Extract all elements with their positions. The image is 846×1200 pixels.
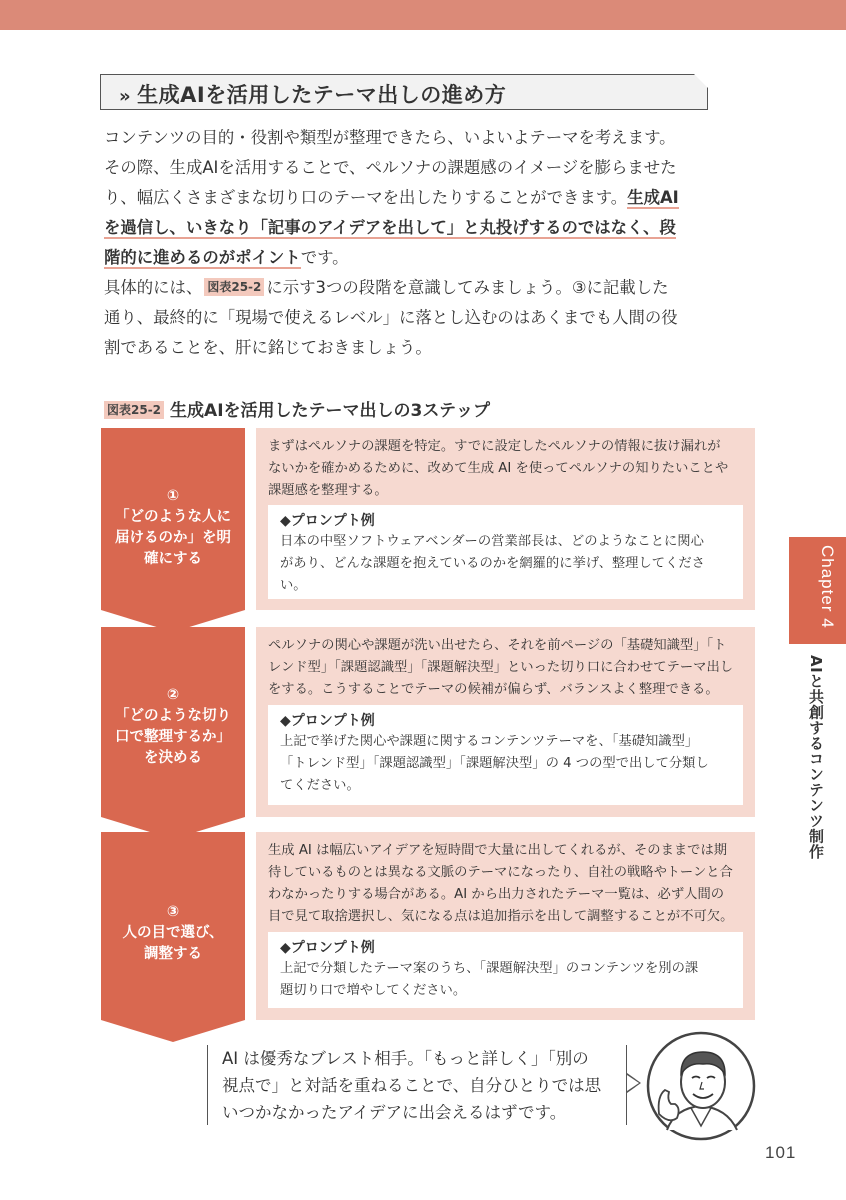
step-3	[101, 832, 755, 1020]
prompt-line: 題切り口で増やしてください。	[280, 983, 467, 998]
author-avatar	[645, 1030, 757, 1142]
step-label-line: を決める	[144, 750, 202, 766]
prompt-title: ◆プロンプト例	[280, 713, 375, 729]
page-number: 101	[765, 1143, 797, 1162]
step-panel	[256, 627, 755, 817]
intro-highlight: 階的に進めるのがポイント	[104, 248, 301, 267]
comment-line: AI は優秀なブレスト相手。「もっと詳しく」「別の	[222, 1049, 589, 1068]
step-2	[101, 627, 755, 817]
step-desc-line: わなかったりする場合がある。AI から出力されたテーマ一覧は、必ず人間の	[268, 887, 725, 902]
figure-ref-tag: 図表25-2	[204, 278, 264, 296]
step-desc-line: ペルソナの関心や課題が洗い出せたら、それを前ページの「基礎知識型」「ト	[268, 638, 727, 653]
step-desc-line: 目で見て取捨選択し、気になる点は追加指示を出して調整することが不可欠。	[268, 909, 734, 924]
section-heading	[119, 79, 506, 109]
step-label-line: 人の目で選び、	[122, 925, 224, 941]
step-number: ②	[166, 687, 180, 703]
step-desc-line: をする。こうすることでテーマの候補が偏らず、バランスよく整理できる。	[268, 682, 719, 697]
intro-line: 割であることを、肝に銘じておきましょう。	[104, 338, 432, 357]
step-label-line: 届けるのか」を明	[115, 530, 231, 546]
step-desc-line: まずはペルソナの課題を特定。すでに設定したペルソナの情報に抜け漏れが	[268, 439, 721, 454]
step-label-line: 「どのような人に	[115, 509, 231, 525]
heading-corner-fold	[694, 74, 708, 88]
prompt-title: ◆プロンプト例	[280, 513, 375, 529]
step-panel	[256, 832, 755, 1020]
prompt-line: 日本の中堅ソフトウェアベンダーの営業部長は、どのようなことに関心	[280, 534, 704, 549]
intro-text: 具体的には、	[104, 278, 203, 297]
prompt-box	[268, 932, 743, 1008]
step-label-line: 確にする	[144, 551, 202, 567]
prompt-line: てください。	[280, 778, 360, 793]
intro-text: に示す3つの段階を意識してみましょう。③に記載した	[266, 278, 669, 297]
step-number: ③	[166, 904, 180, 920]
step-description	[268, 840, 746, 928]
prompt-box	[268, 505, 743, 599]
prompt-line: 「トレンド型」「課題認識型」「課題解決型」の 4 つの型で出して分類し	[280, 756, 709, 771]
comment-line: いつかなかったアイデアに出会えるはずです。	[222, 1103, 567, 1122]
intro-line	[104, 183, 716, 213]
step-description	[268, 436, 746, 502]
intro-line	[104, 273, 716, 303]
intro-paragraph	[104, 123, 716, 363]
prompt-line: 上記で挙げた関心や課題に関するコンテンツテーマを、「基礎知識型」	[280, 734, 699, 749]
section-heading-box	[100, 74, 708, 110]
prompt-title: ◆プロンプト例	[280, 940, 375, 956]
comment-bubble	[207, 1045, 627, 1125]
step-desc-line: 課題感を整理する。	[268, 483, 388, 498]
step-label	[101, 902, 245, 965]
step-label-line: 調整する	[144, 946, 202, 962]
intro-line: その際、生成AIを活用することで、ペルソナの課題感のイメージを膨らませた	[104, 158, 677, 177]
top-color-bar	[0, 0, 846, 30]
section-heading-title: 生成AIを活用したテーマ出しの進め方	[137, 83, 507, 107]
step-label-line: 口で整理するか」	[115, 729, 231, 745]
step-label-line: 「どのような切り	[115, 708, 231, 724]
intro-highlight: 生成AI	[627, 188, 679, 207]
step-label	[101, 685, 245, 769]
heading-marker-icon: »	[119, 86, 132, 107]
prompt-line: があり、どんな課題を抱えているのかを網羅的に挙げ、整理してくださ	[280, 556, 705, 571]
step-label	[101, 486, 245, 570]
step-panel	[256, 428, 755, 610]
step-description	[268, 635, 746, 701]
chapter-tab-label: Chapter 4	[818, 545, 837, 629]
step-desc-line: 生成 AI は幅広いアイデアを短時間で大量に出してくれるが、そのままでは期	[268, 843, 728, 858]
intro-text: です。	[300, 248, 349, 267]
intro-line	[104, 243, 716, 273]
bubble-tip-inner	[627, 1075, 639, 1091]
chapter-subtitle: AIと共創するコンテンツ制作	[807, 655, 825, 860]
prompt-line: 上記で分類したテーマ案のうち、「課題解決型」のコンテンツを別の課	[280, 961, 699, 976]
prompt-line: い。	[280, 578, 307, 593]
comment-text	[222, 1045, 617, 1126]
step-desc-line: 待しているものとは異なる文脈のテーマになったり、自社の戦略やトーンと合	[268, 865, 733, 880]
figure-ref-label: 図表25-2	[104, 401, 164, 419]
comment-line: 視点で」と対話を重ねることで、自分ひとりでは思	[222, 1076, 602, 1095]
step-1	[101, 428, 755, 610]
prompt-box	[268, 705, 743, 805]
step-desc-line: ないかを確かめるために、改めて生成 AI を使ってペルソナの知りたいことや	[268, 461, 729, 476]
intro-highlight: を過信し、いきなり「記事のアイデアを出して」と丸投げするのではなく、段	[104, 218, 676, 237]
figure-title-text: 生成AIを活用したテーマ出しの3ステップ	[170, 401, 491, 421]
intro-line: コンテンツの目的・役割や類型が整理できたら、いよいよテーマを考えます。	[104, 128, 676, 147]
step-desc-line: レンド型」「課題認識型」「課題解決型」といった切り口に合わせてテーマ出し	[268, 660, 734, 675]
intro-line	[104, 213, 716, 243]
figure-title	[104, 396, 490, 421]
step-number: ①	[166, 488, 180, 504]
intro-line: 通り、最終的に「現場で使えるレベル」に落とし込むのはあくまでも人間の役	[104, 308, 678, 327]
intro-text: り、幅広くさまざまな切り口のテーマを出したりすることができます。	[104, 188, 628, 207]
